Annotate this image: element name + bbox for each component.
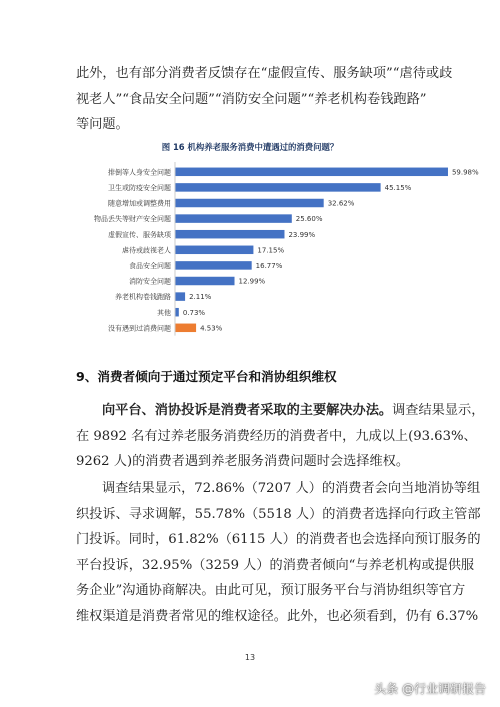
section-heading: 9、消费者倾向于通过预定平台和消协组织维权	[76, 369, 337, 384]
value-label: 4.53%	[200, 324, 223, 333]
intro-paragraph	[76, 61, 453, 138]
category-label: 其他	[157, 308, 171, 317]
category-label: 养老机构卷钱跑路	[115, 293, 171, 302]
bar	[176, 308, 179, 317]
category-label: 没有遇到过消费问题	[108, 324, 171, 333]
watermark: 头条 @行业调研报告	[374, 682, 486, 696]
value-label: 17.15%	[257, 246, 285, 255]
value-label: 2.11%	[189, 293, 212, 302]
value-label: 0.73%	[182, 308, 206, 317]
category-label: 物品丢失等财产安全问题	[94, 215, 171, 224]
page-number: 13	[244, 653, 256, 662]
text-line: 务企业”沟通协商解决。由此可见，预订服务平台与消协组织等官方	[76, 583, 466, 598]
text-line: 织投诉、寻求调解，55.78%（5518 人）的消费者选择向行政主管部	[76, 506, 481, 522]
bar	[176, 168, 448, 177]
text-line: 等问题。	[76, 117, 129, 132]
category-label: 虚假宣传、服务缺项	[108, 230, 171, 239]
figure-title: 图 16 机构养老服务消费中遭遇过的消费问题？	[161, 142, 339, 152]
bold-lead-sentence: 向平台、消协投诉是消费者采取的主要解决办法。	[102, 403, 393, 418]
bar	[176, 277, 235, 286]
category-label: 随意增加或调整费用	[108, 199, 171, 208]
category-label: 食品安全问题	[129, 262, 171, 270]
bar	[176, 214, 292, 223]
text-line: 调查结果显示，72.86%（7207 人）的消费者会向当地消协等组	[102, 481, 481, 496]
value-label: 32.62%	[327, 199, 355, 208]
bar	[176, 199, 324, 208]
category-label: 卫生或防疫安全问题	[108, 184, 171, 192]
category-label: 虐待或歧视老人	[122, 246, 171, 255]
bar	[176, 183, 381, 192]
value-label: 59.98%	[451, 168, 479, 177]
bar	[176, 292, 186, 301]
value-label: 45.15%	[384, 184, 412, 192]
paragraph-2	[76, 476, 481, 629]
bar	[176, 324, 197, 333]
value-label: 12.99%	[238, 277, 266, 286]
category-label: 排倒等人身安全问题	[108, 168, 171, 177]
text-line: 门投诉。同时，61.82%（6115 人）的消费者也会选择向预订服务的	[76, 532, 481, 547]
category-label: 消防安全问题	[129, 277, 171, 286]
text-line: 维权渠道是消费者常见的维权途径。此外，也必须看到，仍有 6.37%	[76, 608, 479, 624]
bar	[176, 261, 252, 270]
text-line: 此外，也有部分消费者反馈存在“虚假宣传、服务缺项”“虐待或歧	[76, 66, 453, 81]
text-line: 视老人”“食品安全问题”“消防安全问题”“养老机构卷钱跑路”	[76, 91, 427, 107]
value-label: 23.99%	[288, 230, 316, 239]
bar	[176, 246, 254, 255]
text-span: 调查结果显示，	[392, 403, 485, 418]
value-label: 25.60%	[295, 215, 323, 224]
text-line: 在 9892 名有过养老服务消费经历的消费者中，九成以上(93.63%、	[76, 428, 477, 444]
text-line	[76, 398, 485, 424]
bar	[176, 230, 285, 239]
text-line: 9262 人)的消费者遇到养老服务消费问题时会选择维权。	[76, 454, 410, 469]
bar-chart	[60, 160, 479, 340]
value-label: 16.77%	[255, 262, 283, 270]
text-line: 平台投诉，32.95%（3259 人）的消费者倾向“与养老机构或提供服	[76, 557, 475, 573]
paragraph-1	[76, 398, 485, 475]
